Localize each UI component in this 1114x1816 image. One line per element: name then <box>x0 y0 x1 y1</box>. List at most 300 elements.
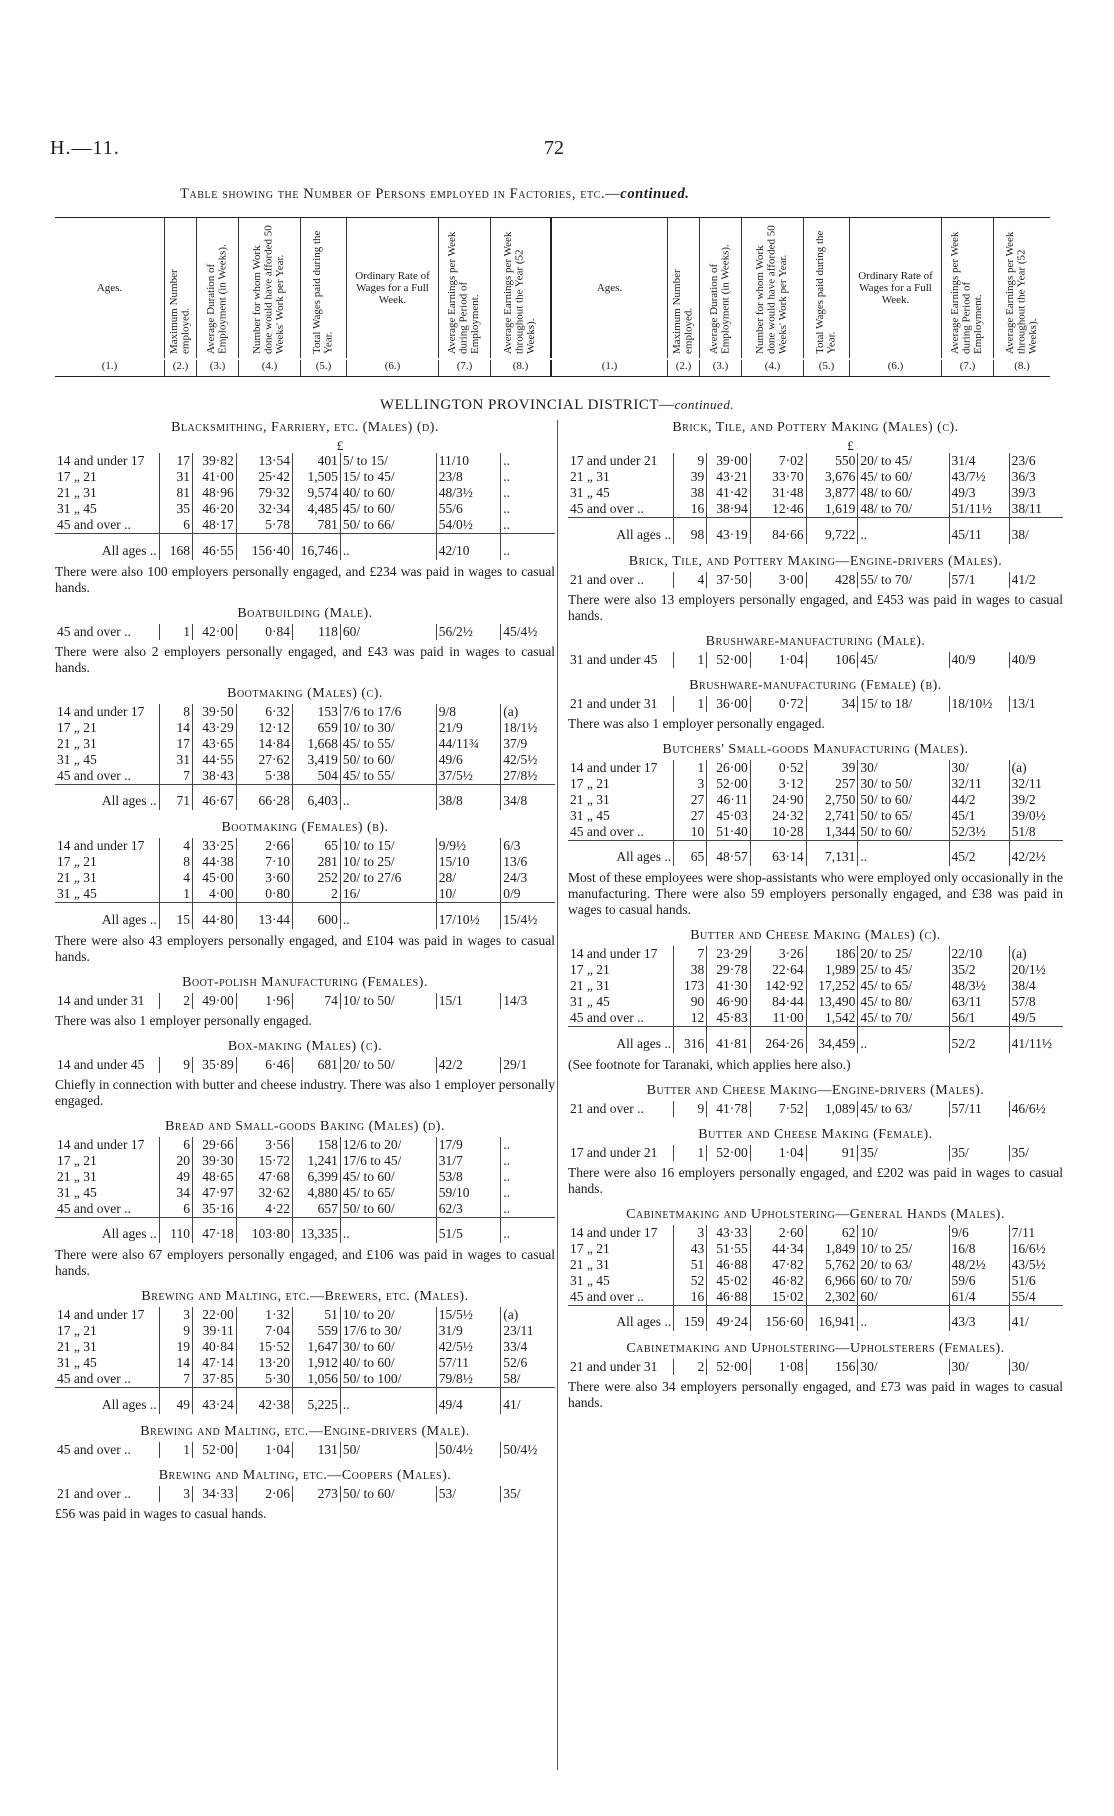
table-cell: 51·40 <box>707 824 750 841</box>
table-cell: 25/ to 45/ <box>858 962 949 978</box>
table-cell: 57/11 <box>436 1355 501 1371</box>
table-cell: 52/3½ <box>949 824 1009 841</box>
table-cell: 45·02 <box>707 1273 750 1289</box>
section-note: There was also 1 employer personally engaged. <box>568 715 825 731</box>
total-cell: 46·55 <box>192 534 236 560</box>
table-cell: 1,089 <box>806 1101 858 1117</box>
total-cell: 45/2 <box>949 840 1009 866</box>
table-row <box>55 1137 555 1153</box>
table-row <box>55 993 555 1009</box>
table-cell: 781 <box>292 517 340 534</box>
col-ages-right: Ages. <box>552 218 668 358</box>
table-cell: 16/ <box>340 886 436 903</box>
column-divider <box>557 420 558 1770</box>
section-title-boot-polish-manufacturing-females: Boot-polish Manufacturing (Females). <box>182 974 428 990</box>
col-num: (2.) <box>668 360 700 376</box>
table-cell: 36/3 <box>1009 469 1063 485</box>
table-row <box>55 1355 555 1371</box>
table-cell: 30/ <box>858 1359 949 1375</box>
col-total-wages-right: Total Wages paid during the Year. <box>804 218 850 358</box>
table-cell: 3 <box>674 776 707 792</box>
table-cell: 23/11 <box>501 1323 555 1339</box>
table-cell: 20/ to 63/ <box>858 1257 949 1273</box>
total-cell: .. <box>501 1217 555 1243</box>
col-num: (7.) <box>942 360 994 376</box>
table-cell: 45 and over .. <box>570 823 644 839</box>
data-table <box>568 1145 1063 1161</box>
table-cell: 30/ <box>858 760 949 776</box>
total-cell: 44·80 <box>192 903 236 929</box>
table-cell: 60/ <box>340 624 436 640</box>
table-cell: 6 <box>159 517 192 534</box>
table-cell: 57/11 <box>949 1101 1009 1117</box>
table-cell: 39·50 <box>192 704 236 720</box>
table-cell: 9,574 <box>292 485 340 501</box>
table-cell: 17 <box>159 453 192 469</box>
table-cell: 43·29 <box>192 720 236 736</box>
table-cell: 38·43 <box>192 768 236 785</box>
section-title-cabinetmaking-and-upholstering-general-h: Cabinetmaking and Upholstering—General Hands (Males). <box>626 1206 1005 1222</box>
total-cell: 43·19 <box>707 518 750 544</box>
total-cell: 51/5 <box>436 1217 501 1243</box>
table-row <box>568 469 1063 485</box>
total-cell: .. <box>340 1217 436 1243</box>
table-cell: 30/ <box>949 1359 1009 1375</box>
table-row <box>568 962 1063 978</box>
table-cell: 17 „ 21 <box>570 962 610 977</box>
total-cell: 52/2 <box>949 1027 1009 1053</box>
table-row <box>55 1323 555 1339</box>
table-cell: 90 <box>674 994 707 1010</box>
table-cell: 50/ to 60/ <box>858 792 949 808</box>
col-avg-earn-year-right: Average Earnings per Week throughout the Year (52 Weeks). <box>1003 231 1039 354</box>
data-table <box>55 1307 555 1414</box>
total-cell: 43/3 <box>949 1305 1009 1331</box>
table-cell: 41/2 <box>1009 572 1063 588</box>
table-row <box>568 501 1063 518</box>
table-row <box>55 838 555 854</box>
section-title-cabinetmaking-and-upholstering-upholster: Cabinetmaking and Upholstering—Upholsterers (Females). <box>626 1341 1005 1356</box>
table-cell: 45 and over .. <box>57 1371 131 1386</box>
table-cell: 45/ to 55/ <box>340 736 436 752</box>
table-cell: 14 and under 17 <box>570 946 658 961</box>
table-cell: 16 <box>674 1289 707 1306</box>
table-cell: 5·30 <box>236 1371 292 1388</box>
table-cell: 3,877 <box>806 485 858 501</box>
table-row <box>568 1225 1063 1241</box>
table-cell: 48·17 <box>192 517 236 534</box>
table-cell: 21 „ 31 <box>57 1339 97 1354</box>
table-row <box>568 1289 1063 1306</box>
table-cell: 1,619 <box>806 501 858 518</box>
table-cell: 91 <box>806 1145 858 1161</box>
total-cell: 42/2½ <box>1009 840 1063 866</box>
table-cell: 30/ <box>949 760 1009 776</box>
table-cell: 9/6 <box>949 1225 1009 1241</box>
col-num: (6.) <box>850 360 942 376</box>
table-cell: 1 <box>674 652 707 668</box>
table-cell: 21 „ 31 <box>570 791 610 807</box>
table-cell: 21 „ 31 <box>57 1168 97 1184</box>
section-title-butter-and-cheese-making-males-c: Butter and Cheese Making (Males) (c). <box>690 928 941 943</box>
data-table <box>55 1486 555 1502</box>
table-cell: 40·84 <box>192 1339 236 1355</box>
table-cell: 3·12 <box>750 776 806 792</box>
table-cell: 51/6 <box>1009 1273 1063 1289</box>
table-cell: 24·90 <box>750 792 806 808</box>
section-note: There were also 2 employers personally engaged, and £43 was paid in wages to casual hands. <box>55 643 555 675</box>
section-title-brushware-manufacturing-male: Brushware-manufacturing (Male). <box>705 633 926 649</box>
table-cell: 48·96 <box>192 485 236 501</box>
table-cell: 63/11 <box>949 994 1009 1010</box>
total-cell: 42·38 <box>236 1388 292 1414</box>
data-table <box>55 1057 555 1073</box>
col-ordinary-rate: Ordinary Rate of Wages for a Full Week. <box>347 218 439 358</box>
district-heading: WELLINGTON PROVINCIAL DISTRICT—continued. <box>379 397 735 413</box>
data-table <box>55 838 555 929</box>
table-cell: 35 <box>159 501 192 517</box>
col-max-employed-right: Maximum Number employed. <box>668 218 700 358</box>
table-cell: (a) <box>501 1307 555 1323</box>
table-cell: 45/ to 70/ <box>858 1010 949 1027</box>
table-cell: 1·08 <box>750 1359 806 1375</box>
table-cell: 55/ to 70/ <box>858 572 949 588</box>
table-cell: 6 <box>159 1137 192 1153</box>
table-cell: .. <box>501 469 555 485</box>
table-cell: 46·88 <box>707 1257 750 1273</box>
table-cell: 49/3 <box>949 485 1009 501</box>
table-cell: 31/9 <box>436 1323 501 1339</box>
table-cell: 40/9 <box>1009 652 1063 668</box>
table-cell: 48/ to 70/ <box>858 501 949 518</box>
table-cell: 8 <box>159 704 192 720</box>
col-avg-earn-period-right: Average Earnings per Week during Period of Employment. <box>942 218 994 358</box>
total-row <box>55 534 555 560</box>
total-cell: 13·44 <box>236 903 292 929</box>
table-cell: 37/9 <box>501 736 555 752</box>
table-cell: 15/10 <box>436 854 501 870</box>
table-cell: 30/ to 50/ <box>858 776 949 792</box>
table-cell: 3 <box>159 1307 192 1323</box>
table-cell: 18/10½ <box>949 696 1009 712</box>
table-row <box>568 824 1063 841</box>
total-cell: 45/11 <box>949 518 1009 544</box>
section-note: There were also 43 employers personally engaged, and £104 was paid in wages to casual hands. <box>55 932 555 964</box>
table-cell: 14 and under 31 <box>57 992 145 1008</box>
table-cell: 52·00 <box>707 1359 750 1375</box>
table-cell: 35·16 <box>192 1201 236 1218</box>
table-cell: 4,880 <box>292 1185 340 1201</box>
table-cell: 35/ <box>949 1145 1009 1161</box>
table-cell: 9 <box>674 453 707 469</box>
table-cell: 50/ <box>340 1442 436 1458</box>
table-cell: 14 <box>159 1355 192 1371</box>
total-cell: 42/10 <box>436 534 501 560</box>
table-cell: 8 <box>159 854 192 870</box>
table-cell: 3·00 <box>750 572 806 588</box>
table-cell: 17 <box>159 736 192 752</box>
section-title-boatbuilding-male: Boatbuilding (Male). <box>237 605 373 621</box>
table-cell: 0·72 <box>750 696 806 712</box>
table-cell: 37·50 <box>707 572 750 588</box>
total-cell: All ages .. <box>568 518 674 544</box>
section-title-brewing-and-malting-etc-engine-drivers-m: Brewing and Malting, etc.—Engine-drivers (Male). <box>140 1423 470 1439</box>
table-cell: 42/2 <box>436 1057 501 1073</box>
table-cell: 33/4 <box>501 1339 555 1355</box>
table-cell: 1 <box>159 624 192 640</box>
table-cell: 3,676 <box>806 469 858 485</box>
col-num: (4.) <box>239 360 301 376</box>
data-table <box>55 1137 555 1244</box>
table-cell: 52·00 <box>707 652 750 668</box>
table-cell: 3 <box>159 1486 192 1502</box>
table-cell: 12 <box>674 1010 707 1027</box>
table-cell: 27·62 <box>236 752 292 768</box>
total-cell: All ages .. <box>568 1305 674 1331</box>
table-cell: 14 and under 45 <box>57 1056 145 1072</box>
table-cell: 13/1 <box>1009 696 1063 712</box>
table-cell: 21 „ 31 <box>57 735 97 751</box>
table-cell: 62/3 <box>436 1201 501 1218</box>
section-title-box-making-males-c: Box-making (Males) (c). <box>227 1038 383 1054</box>
table-cell: 45 and over .. <box>570 1010 644 1025</box>
table-cell: 31 „ 45 <box>570 994 610 1009</box>
total-cell: 38/ <box>1009 518 1063 544</box>
table-cell: 17 and under 21 <box>570 1144 658 1160</box>
table-cell: 56/1 <box>949 1010 1009 1027</box>
table-cell: 38/11 <box>1009 501 1063 518</box>
table-cell: 2 <box>292 886 340 903</box>
table-cell: 17 „ 21 <box>570 1240 610 1256</box>
table-cell: 1 <box>159 886 192 903</box>
column-header <box>55 217 1050 377</box>
table-cell: 35/ <box>501 1486 555 1502</box>
table-cell: 30/ to 60/ <box>340 1339 436 1355</box>
total-cell: 16,746 <box>292 534 340 560</box>
table-cell: 25·42 <box>236 469 292 485</box>
table-cell: 7 <box>159 1371 192 1388</box>
section-note: There were also 34 employers personally engaged, and £73 was paid in wages to casual hands. <box>568 1379 1063 1410</box>
table-cell: 16/8 <box>949 1241 1009 1257</box>
table-cell: 50/ to 60/ <box>340 752 436 768</box>
table-cell: 6,399 <box>292 1169 340 1185</box>
table-cell: 55/4 <box>1009 1289 1063 1306</box>
table-cell: 21/9 <box>436 720 501 736</box>
table-cell: 17 „ 21 <box>570 775 610 791</box>
table-cell: 17 „ 21 <box>57 469 97 484</box>
table-cell: 10/ to 30/ <box>340 720 436 736</box>
section-note: There were also 67 employers personally engaged, and £106 was paid in wages to casual hands. <box>55 1247 555 1278</box>
table-cell: 15·02 <box>750 1289 806 1306</box>
table-row <box>55 1307 555 1323</box>
table-cell: 45/ to 60/ <box>340 1169 436 1185</box>
total-cell: .. <box>858 518 949 544</box>
table-cell: 34 <box>159 1185 192 1201</box>
table-cell: 29·78 <box>707 962 750 978</box>
table-cell: 252 <box>292 870 340 886</box>
right-column <box>568 420 1063 1411</box>
table-cell: 0·84 <box>236 624 292 640</box>
table-cell: 52/6 <box>501 1355 555 1371</box>
table-row <box>55 1153 555 1169</box>
table-cell: 5,762 <box>806 1257 858 1273</box>
table-cell: 1 <box>674 760 707 776</box>
table-cell: 2 <box>674 1359 707 1375</box>
table-cell: 10/ <box>858 1225 949 1241</box>
table-cell: 173 <box>674 978 707 994</box>
table-cell: 50/ to 60/ <box>340 1486 436 1502</box>
data-table <box>568 696 1063 712</box>
table-cell: 45 and over .. <box>57 767 131 783</box>
table-cell: 1,849 <box>806 1241 858 1257</box>
table-cell: 47·82 <box>750 1257 806 1273</box>
table-cell: 1,542 <box>806 1010 858 1027</box>
section-title-bootmaking-males-c: Bootmaking (Males) (c). <box>227 685 383 701</box>
table-cell: 39·00 <box>707 453 750 469</box>
table-row <box>55 768 555 785</box>
table-cell: 43/7½ <box>949 469 1009 485</box>
table-cell: 32/11 <box>949 776 1009 792</box>
table-cell: 49/5 <box>1009 1010 1063 1027</box>
table-cell: 39 <box>806 760 858 776</box>
col-number-50wk-right: Number for whom Work done would have afforded 50 Weeks' Work per Year. <box>742 218 804 358</box>
table-cell: 5·78 <box>236 517 292 534</box>
table-cell: 7/11 <box>1009 1225 1063 1241</box>
data-table <box>55 453 555 560</box>
col-num: (3.) <box>700 360 742 376</box>
col-duration-right: Average Duration of Employment (in Weeks). <box>700 218 742 358</box>
table-cell: 14 and under 17 <box>570 1224 658 1240</box>
table-cell: 17 „ 21 <box>57 719 97 735</box>
table-row <box>55 1371 555 1388</box>
table-cell: 7·02 <box>750 453 806 469</box>
table-row <box>55 736 555 752</box>
table-row <box>568 760 1063 776</box>
table-cell: 48/2½ <box>949 1257 1009 1273</box>
table-row <box>568 1145 1063 1161</box>
table-cell: 257 <box>806 776 858 792</box>
total-cell: 316 <box>674 1027 707 1053</box>
table-cell: 14 <box>159 720 192 736</box>
col-ages: Ages. <box>55 218 165 358</box>
table-cell: 60/ to 70/ <box>858 1273 949 1289</box>
table-cell: 21 and under 31 <box>570 695 658 711</box>
table-cell: 62 <box>806 1225 858 1241</box>
total-cell: .. <box>858 1305 949 1331</box>
table-row <box>55 752 555 768</box>
table-cell: 1·04 <box>750 652 806 668</box>
total-cell: 65 <box>674 840 707 866</box>
table-cell: 4 <box>159 838 192 854</box>
table-cell: 17/6 to 30/ <box>340 1323 436 1339</box>
table-cell: 45·00 <box>192 870 236 886</box>
table-cell: 47·68 <box>236 1169 292 1185</box>
total-cell: 49/4 <box>436 1388 501 1414</box>
table-cell: 21 and under 31 <box>570 1359 658 1374</box>
table-cell: 158 <box>292 1137 340 1153</box>
table-cell: 4·22 <box>236 1201 292 1218</box>
section-title-bread-and-small-goods-baking-males-d: Bread and Small-goods Baking (Males) (d). <box>165 1118 445 1134</box>
total-cell: 41/ <box>501 1388 555 1414</box>
table-cell: 10/ <box>436 886 501 903</box>
col-num: (1.) <box>552 360 668 376</box>
table-cell: 14/3 <box>501 993 555 1009</box>
table-cell: 44/2 <box>949 792 1009 808</box>
section-note: There were also 16 employers personally engaged, and £202 was paid in wages to casual hands. <box>568 1164 1063 1196</box>
table-cell: 559 <box>292 1323 340 1339</box>
col-max-employed: Maximum Number employed. <box>165 218 197 358</box>
table-cell: 504 <box>292 768 340 785</box>
total-cell: 34/8 <box>501 784 555 810</box>
table-row <box>55 485 555 501</box>
table-cell: 46·88 <box>707 1289 750 1306</box>
table-cell: 48·65 <box>192 1169 236 1185</box>
table-cell: 36·00 <box>707 696 750 712</box>
table-cell: 35/ <box>1009 1145 1063 1161</box>
table-cell: 15/ to 18/ <box>858 696 949 712</box>
table-cell: 0/9 <box>501 886 555 903</box>
section-note: £56 was paid in wages to casual hands. <box>55 1505 267 1521</box>
table-cell: 45·03 <box>707 808 750 824</box>
section-title-brick-tile-and-pottery-making-engine-dri: Brick, Tile, and Pottery Making—Engine-drivers (Males). <box>628 553 1003 569</box>
table-cell: 55/6 <box>436 501 501 517</box>
table-row <box>55 1185 555 1201</box>
table-cell: 3 <box>674 1225 707 1241</box>
table-cell: 37/5½ <box>436 768 501 785</box>
table-cell: 156 <box>806 1359 858 1375</box>
table-cell: 32/11 <box>1009 776 1063 792</box>
table-row <box>55 720 555 736</box>
table-cell: 3·26 <box>750 946 806 962</box>
table-cell: 45 and over .. <box>57 1200 131 1216</box>
table-row <box>568 485 1063 501</box>
table-cell: 45/ to 55/ <box>340 768 436 785</box>
total-cell: All ages .. <box>55 1388 159 1414</box>
total-cell: All ages .. <box>568 840 674 866</box>
total-cell: 17/10½ <box>436 903 501 929</box>
table-cell: 17 „ 21 <box>57 854 97 869</box>
table-cell: 1·04 <box>236 1442 292 1458</box>
table-cell: 52·00 <box>707 1145 750 1161</box>
table-cell: 33·70 <box>750 469 806 485</box>
table-cell: 48/3½ <box>436 485 501 501</box>
total-row <box>55 1388 555 1414</box>
table-cell: 31 „ 45 <box>570 807 610 823</box>
table-cell: 31 „ 45 <box>570 485 610 500</box>
section-note: There were also 100 employers personally engaged, and £234 was paid in wages to casual hands. <box>55 563 555 595</box>
table-cell: 45·83 <box>707 1010 750 1027</box>
table-cell: 47·97 <box>192 1185 236 1201</box>
table-cell: 19 <box>159 1339 192 1355</box>
table-cell: 1,241 <box>292 1153 340 1169</box>
table-row <box>568 572 1063 588</box>
table-cell: 61/4 <box>949 1289 1009 1306</box>
table-cell: 45/ to 65/ <box>340 1185 436 1201</box>
table-cell: 45 and over .. <box>57 623 131 639</box>
table-cell: 118 <box>292 624 340 640</box>
table-row <box>568 1359 1063 1375</box>
table-cell: 50/4½ <box>501 1442 555 1458</box>
table-cell: 45 and over .. <box>570 1288 644 1304</box>
table-cell: 20/1½ <box>1009 962 1063 978</box>
table-cell: 54/0½ <box>436 517 501 534</box>
table-cell: 51/11½ <box>949 501 1009 518</box>
table-cell: 15/5½ <box>436 1307 501 1323</box>
table-cell: 1,668 <box>292 736 340 752</box>
table-cell: 14 and under 17 <box>57 703 145 719</box>
table-cell: 41·00 <box>192 469 236 485</box>
table-cell: 81 <box>159 485 192 501</box>
